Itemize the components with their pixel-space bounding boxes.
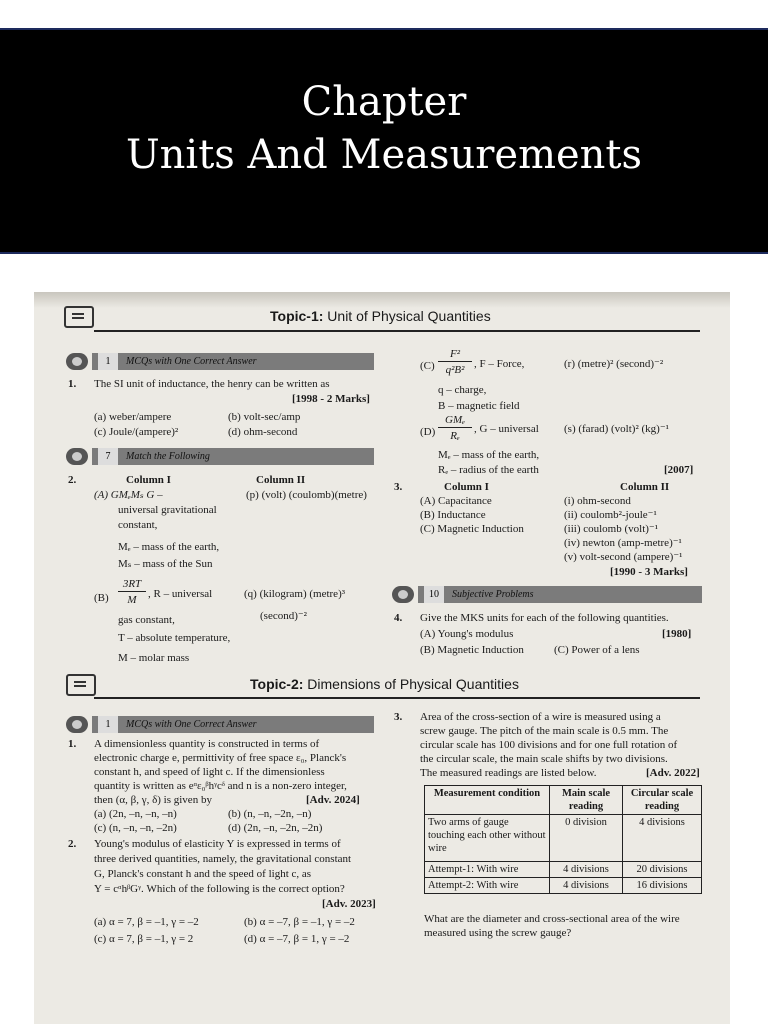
table-cell: Attempt-1: With wire — [425, 862, 550, 878]
topic2-rule — [94, 697, 700, 699]
topic2-prefix: Topic-2: — [250, 676, 304, 692]
q-text: Y = cᵅhᵝGᵞ. Which of the following is the correct option? — [94, 883, 345, 895]
option: (d) ohm-second — [228, 426, 298, 438]
q-ref: [1990 - 3 Marks] — [610, 566, 688, 578]
option: (C) Power of a lens — [554, 644, 640, 656]
match-text: B – magnetic field — [438, 400, 520, 412]
match-option: (iv) newton (amp-metre)⁻¹ — [564, 537, 682, 549]
match-option: (s) (farad) (volt)² (kg)⁻¹ — [564, 423, 669, 435]
q-text: screw gauge. The pitch of the main scale is 0.5 mm. The — [420, 725, 669, 737]
q-text: then (α, β, γ, δ) is given by — [94, 794, 212, 806]
option: (b) (n, –n, –2n, –n) — [228, 808, 312, 820]
q-text: circular scale has 100 divisions and for one full rotation of — [420, 739, 678, 751]
q-num: 2. — [68, 838, 77, 850]
option: (c) α = 7, β = –1, γ = 2 — [94, 933, 194, 945]
page-shadow — [34, 292, 730, 308]
fraction-num: GMₑ — [438, 414, 472, 428]
section-tag-match — [92, 448, 374, 465]
q-text: What are the diameter and cross-sectional area of the wire — [424, 913, 680, 925]
section-num: 1 — [98, 716, 118, 733]
chapter-title: Units And Measurements — [125, 132, 643, 178]
measurement-table — [424, 785, 702, 894]
option: (b) volt-sec/amp — [228, 411, 301, 423]
topic1-title: Unit of Physical Quantities — [327, 308, 491, 324]
option: (a) weber/ampere — [94, 411, 172, 423]
match-option: (q) (kilogram) (metre)³ — [244, 588, 346, 600]
q-ref: [Adv. 2024] — [306, 794, 360, 806]
match-text: , R – universal — [148, 588, 213, 600]
q-text: G, Planck's constant h and the speed of light c, as — [94, 868, 312, 880]
section-badge-icon — [392, 586, 414, 603]
scanned-page — [34, 292, 730, 1024]
q-num: 1. — [68, 378, 77, 390]
q-ref: [Adv. 2023] — [322, 898, 376, 910]
match-text: , G – universal — [474, 423, 539, 435]
q-num: 1. — [68, 738, 77, 750]
section-title: Match the Following — [126, 451, 210, 462]
section-num: 7 — [98, 448, 118, 465]
option: (a) (2n, –n, –n, –n) — [94, 808, 177, 820]
topic2-heading — [250, 678, 519, 691]
match-text: M – molar mass — [118, 652, 190, 664]
table-header: Circular scale reading — [623, 786, 702, 815]
section-tag-mcq — [92, 353, 374, 370]
table-cell: Two arms of gauge touching each other without wire — [425, 815, 550, 862]
option: (c) (n, –n, –n, –2n) — [94, 822, 177, 834]
q-text: quantity is written as eᵅε₀ᵝhᵞcᵟ and n is a non-zero integer, — [94, 780, 347, 792]
section-num: 1 — [98, 353, 118, 370]
option: (d) (2n, –n, –2n, –2n) — [228, 822, 323, 834]
match-item: (A) GMₑMₛ G – — [94, 489, 163, 501]
match-item: (D) — [420, 426, 436, 438]
section-tag-subjective — [418, 586, 702, 603]
match-item: (B) — [94, 592, 109, 604]
match-option: (iii) coulomb (volt)⁻¹ — [564, 523, 659, 535]
match-text: constant, — [118, 519, 158, 531]
match-text: Mₑ – mass of the earth, — [118, 541, 220, 553]
match-text: Rₑ – radius of the earth — [438, 464, 539, 476]
section-badge-icon — [66, 353, 88, 370]
q-num: 3. — [394, 481, 403, 493]
match-option: (ii) coulomb²-joule⁻¹ — [564, 509, 657, 521]
section-title: MCQs with One Correct Answer — [126, 356, 257, 367]
table-header: Main scale reading — [550, 786, 623, 815]
table-cell: Attempt-2: With wire — [425, 878, 550, 894]
match-option: (p) (volt) (coulomb)(metre) — [246, 489, 367, 501]
chat-icon — [66, 674, 96, 696]
section-badge-icon — [66, 716, 88, 733]
q-text: The SI unit of inductance, the henry can be written as — [94, 378, 330, 390]
table-cell: 0 division — [550, 815, 623, 862]
option: (c) Joule/(ampere)² — [94, 426, 179, 438]
topic1-heading — [270, 310, 491, 323]
chat-icon — [64, 306, 94, 328]
match-text: Mₑ – mass of the earth, — [438, 449, 540, 461]
q-text: constant h, and speed of light c. If the dimensionless — [94, 766, 325, 778]
section-title: MCQs with One Correct Answer — [126, 719, 257, 730]
table-cell: 4 divisions — [623, 815, 702, 862]
col-head: Column II — [256, 474, 306, 486]
q-text: measured using the screw gauge? — [424, 927, 572, 939]
table-cell: 4 divisions — [550, 862, 623, 878]
fraction-den: q²B² — [445, 364, 465, 376]
table-cell: 20 divisions — [623, 862, 702, 878]
q-text: three derived quantities, namely, the gravitational constant — [94, 853, 352, 865]
q-num: 3. — [394, 711, 403, 723]
table-header: Measurement condition — [425, 786, 550, 815]
match-text: , F – Force, — [474, 358, 525, 370]
table-row — [425, 878, 702, 894]
q-text: electronic charge e, permittivity of free space ε₀, Planck's — [94, 752, 347, 764]
table-header-row — [425, 786, 702, 815]
fraction-num: 3RT — [118, 578, 146, 592]
table-cell: 16 divisions — [623, 878, 702, 894]
section-title: Subjective Problems — [452, 589, 534, 600]
option: (A) Young's modulus — [420, 628, 514, 640]
q-ref: [Adv. 2022] — [646, 767, 700, 779]
topic1-prefix: Topic-1: — [270, 308, 324, 324]
match-text: gas constant, — [118, 614, 175, 626]
match-item: (A) Capacitance — [420, 495, 492, 507]
match-text: universal gravitational — [118, 504, 217, 516]
option: (d) α = –7, β = 1, γ = –2 — [244, 933, 350, 945]
q-ref: [1980] — [662, 628, 692, 640]
match-option: (v) volt-second (ampere)⁻¹ — [564, 551, 683, 563]
q-text: A dimensionless quantity is constructed in terms of — [94, 738, 320, 750]
topic1-rule — [94, 330, 700, 332]
q-text: the circular scale, the main scale shifts by two divisions. — [420, 753, 668, 765]
match-item: (B) Inductance — [420, 509, 486, 521]
q-text: The measured readings are listed below. — [420, 767, 597, 779]
match-text: q – charge, — [438, 384, 487, 396]
col-head: Column II — [620, 481, 670, 493]
table-row — [425, 815, 702, 862]
chapter-label: Chapter — [301, 79, 467, 125]
option: (b) α = –7, β = –1, γ = –2 — [244, 916, 355, 928]
option: (B) Magnetic Induction — [420, 644, 524, 656]
col-head: Column I — [444, 481, 489, 493]
table-cell: 4 divisions — [550, 878, 623, 894]
table-row — [425, 862, 702, 878]
q-ref: [2007] — [664, 464, 694, 476]
q-text: Give the MKS units for each of the following quantities. — [420, 612, 669, 624]
section-badge-icon — [66, 448, 88, 465]
topic2-title: Dimensions of Physical Quantities — [307, 676, 519, 692]
match-option: (i) ohm-second — [564, 495, 631, 507]
fraction-den: Rₑ — [450, 430, 460, 442]
chapter-banner — [0, 28, 768, 254]
match-item: (C) — [420, 360, 435, 372]
q-num: 2. — [68, 474, 77, 486]
match-item: (C) Magnetic Induction — [420, 523, 524, 535]
q-num: 4. — [394, 612, 403, 624]
match-text: Mₛ – mass of the Sun — [118, 558, 213, 570]
q-ref: [1998 - 2 Marks] — [292, 393, 370, 405]
section-num: 10 — [424, 586, 444, 603]
option: (a) α = 7, β = –1, γ = –2 — [94, 916, 199, 928]
col-head: Column I — [126, 474, 171, 486]
match-option: (r) (metre)² (second)⁻² — [564, 358, 664, 370]
q-text: Area of the cross-section of a wire is measured using a — [420, 711, 661, 723]
section-tag-mcq — [92, 716, 374, 733]
match-text: (second)⁻² — [260, 610, 307, 622]
fraction-den: M — [127, 594, 137, 606]
match-text: T – absolute temperature, — [118, 632, 231, 644]
fraction-num: F² — [438, 348, 472, 362]
q-text: Young's modulus of elasticity Y is expressed in terms of — [94, 838, 341, 850]
